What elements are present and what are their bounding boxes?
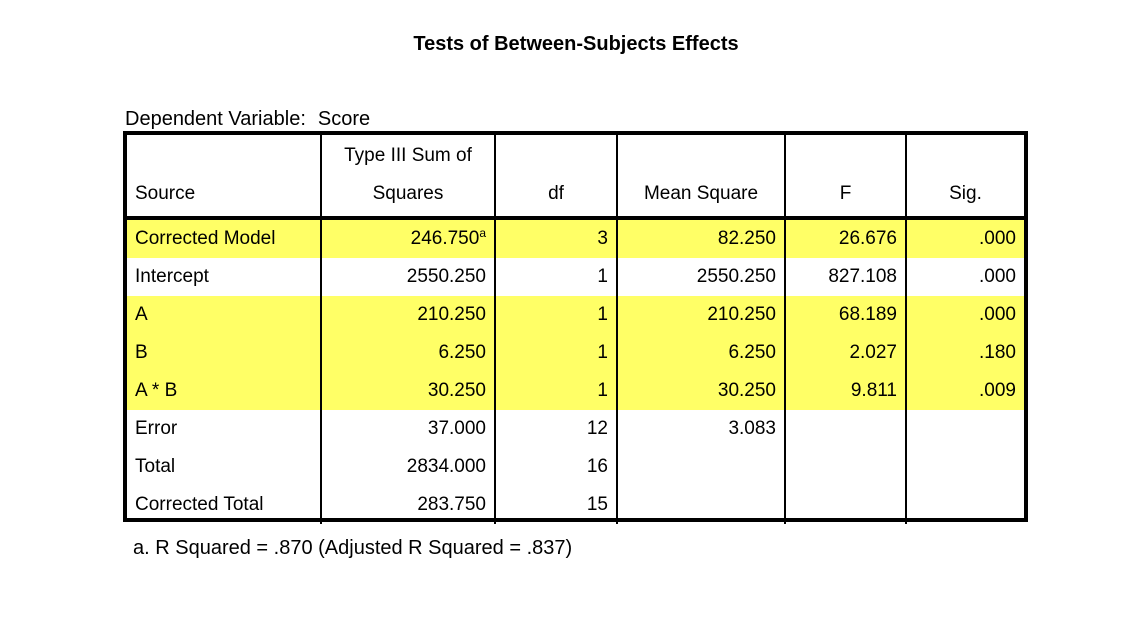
- cell-sum-of-squares: [321, 448, 495, 486]
- cell-source-value: Corrected Model: [135, 228, 276, 249]
- cell-sig-value: .000: [979, 228, 1016, 249]
- cell-sum-of-squares-value: 2834.000: [406, 456, 486, 477]
- cell-source: [127, 258, 321, 296]
- cell-source-value: A: [135, 304, 148, 325]
- cell-sig: [906, 372, 1024, 410]
- table-row: [127, 410, 1024, 448]
- cell-mean-square-value: 3.083: [728, 418, 776, 439]
- cell-source: [127, 296, 321, 334]
- cell-f: [785, 258, 906, 296]
- cell-df-value: 1: [597, 342, 608, 363]
- cell-sig-value: .009: [979, 380, 1016, 401]
- anova-table-frame: [123, 131, 1028, 522]
- cell-source-value: Corrected Total: [135, 494, 264, 515]
- cell-sig: [906, 334, 1024, 372]
- table-row: [127, 334, 1024, 372]
- header-ss-line1: Type III Sum of: [344, 145, 472, 166]
- cell-mean-square: [617, 448, 785, 486]
- cell-df-value: 3: [597, 228, 608, 249]
- cell-f-value: 26.676: [838, 228, 897, 249]
- cell-mean-square-value: 2550.250: [696, 266, 776, 287]
- header-ss-line2: Squares: [372, 183, 444, 204]
- cell-sum-of-squares-value: 2550.250: [406, 266, 486, 287]
- cell-f-value: 827.108: [828, 266, 897, 287]
- cell-mean-square-value: 82.250: [717, 228, 776, 249]
- cell-sum-of-squares: [321, 372, 495, 410]
- cell-f-value: 2.027: [849, 342, 897, 363]
- cell-f: [785, 448, 906, 486]
- cell-f: [785, 334, 906, 372]
- cell-mean-square: [617, 218, 785, 258]
- cell-sig: [906, 296, 1024, 334]
- cell-f-value: 9.811: [850, 380, 897, 401]
- cell-df: [495, 486, 617, 524]
- cell-mean-square: [617, 372, 785, 410]
- cell-source-value: Intercept: [135, 266, 209, 287]
- cell-source: [127, 372, 321, 410]
- table-title: Tests of Between-Subjects Effects: [413, 33, 739, 55]
- cell-source-value: B: [135, 342, 148, 363]
- cell-df-value: 1: [597, 266, 608, 287]
- cell-sig: [906, 448, 1024, 486]
- header-sig: Sig.: [906, 135, 1024, 218]
- cell-df: [495, 334, 617, 372]
- cell-f: [785, 486, 906, 524]
- cell-df-value: 12: [586, 418, 608, 439]
- cell-source: [127, 334, 321, 372]
- cell-f: [785, 218, 906, 258]
- cell-df-value: 16: [586, 456, 608, 477]
- cell-df: [495, 296, 617, 334]
- cell-mean-square-value: 6.250: [728, 342, 776, 363]
- footnote: a. R Squared = .870 (Adjusted R Squared = .837): [133, 537, 573, 559]
- cell-sum-of-squares-value: 246.750: [410, 228, 480, 249]
- cell-sum-of-squares-value: 210.250: [417, 304, 486, 325]
- cell-mean-square: [617, 410, 785, 448]
- header-sum-of-squares: [321, 135, 495, 218]
- table-row: [127, 258, 1024, 296]
- cell-mean-square: [617, 296, 785, 334]
- cell-mean-square: [617, 486, 785, 524]
- cell-sig: [906, 410, 1024, 448]
- cell-df: [495, 448, 617, 486]
- cell-sig-value: .000: [979, 266, 1016, 287]
- header-mean-square: Mean Square: [617, 135, 785, 218]
- cell-f: [785, 410, 906, 448]
- cell-sum-of-squares: [321, 258, 495, 296]
- table-row: [127, 372, 1024, 410]
- cell-f: [785, 296, 906, 334]
- cell-df: [495, 258, 617, 296]
- cell-mean-square: [617, 334, 785, 372]
- cell-mean-square-value: 210.250: [707, 304, 776, 325]
- cell-mean-square: [617, 258, 785, 296]
- dependent-variable-value: Score: [317, 108, 371, 130]
- cell-source-value: Total: [135, 456, 176, 477]
- cell-sum-of-squares-value: 283.750: [417, 494, 486, 515]
- cell-f-value: 68.189: [838, 304, 897, 325]
- cell-df: [495, 218, 617, 258]
- cell-sum-of-squares: [321, 334, 495, 372]
- cell-sum-of-squares-value: 6.250: [438, 342, 486, 363]
- cell-sig-value: .000: [979, 304, 1016, 325]
- dependent-variable-label: Dependent Variable:: [125, 108, 306, 130]
- cell-sum-of-squares: [321, 296, 495, 334]
- cell-sig: [906, 258, 1024, 296]
- table-row: [127, 448, 1024, 486]
- cell-sig: [906, 486, 1024, 524]
- cell-sum-of-squares: [321, 486, 495, 524]
- cell-df-value: 15: [586, 494, 608, 515]
- cell-sig-value: .180: [979, 342, 1016, 363]
- cell-source: [127, 448, 321, 486]
- cell-sum-of-squares: [321, 410, 495, 448]
- cell-source: [127, 486, 321, 524]
- cell-mean-square-value: 30.250: [717, 380, 776, 401]
- table-row: [127, 218, 1024, 258]
- cell-source-value: Error: [135, 418, 178, 439]
- header-source: Source: [127, 135, 321, 218]
- cell-source-value: A * B: [135, 380, 178, 401]
- cell-df-value: 1: [597, 304, 608, 325]
- cell-df: [495, 372, 617, 410]
- header-f: F: [785, 135, 906, 218]
- cell-sig: [906, 218, 1024, 258]
- cell-f: [785, 372, 906, 410]
- cell-sum-of-squares-value: 37.000: [427, 418, 486, 439]
- header-row: [127, 135, 1024, 218]
- cell-sum-of-squares-value: 30.250: [427, 380, 486, 401]
- header-df: df: [495, 135, 617, 218]
- footnote-marker: a: [479, 226, 486, 240]
- table-row: [127, 296, 1024, 334]
- dependent-variable: [125, 108, 370, 131]
- table-row: [127, 486, 1024, 524]
- cell-sum-of-squares: [321, 218, 495, 258]
- cell-df-value: 1: [597, 380, 608, 401]
- cell-df: [495, 410, 617, 448]
- cell-source: [127, 218, 321, 258]
- anova-table: [127, 135, 1024, 524]
- cell-source: [127, 410, 321, 448]
